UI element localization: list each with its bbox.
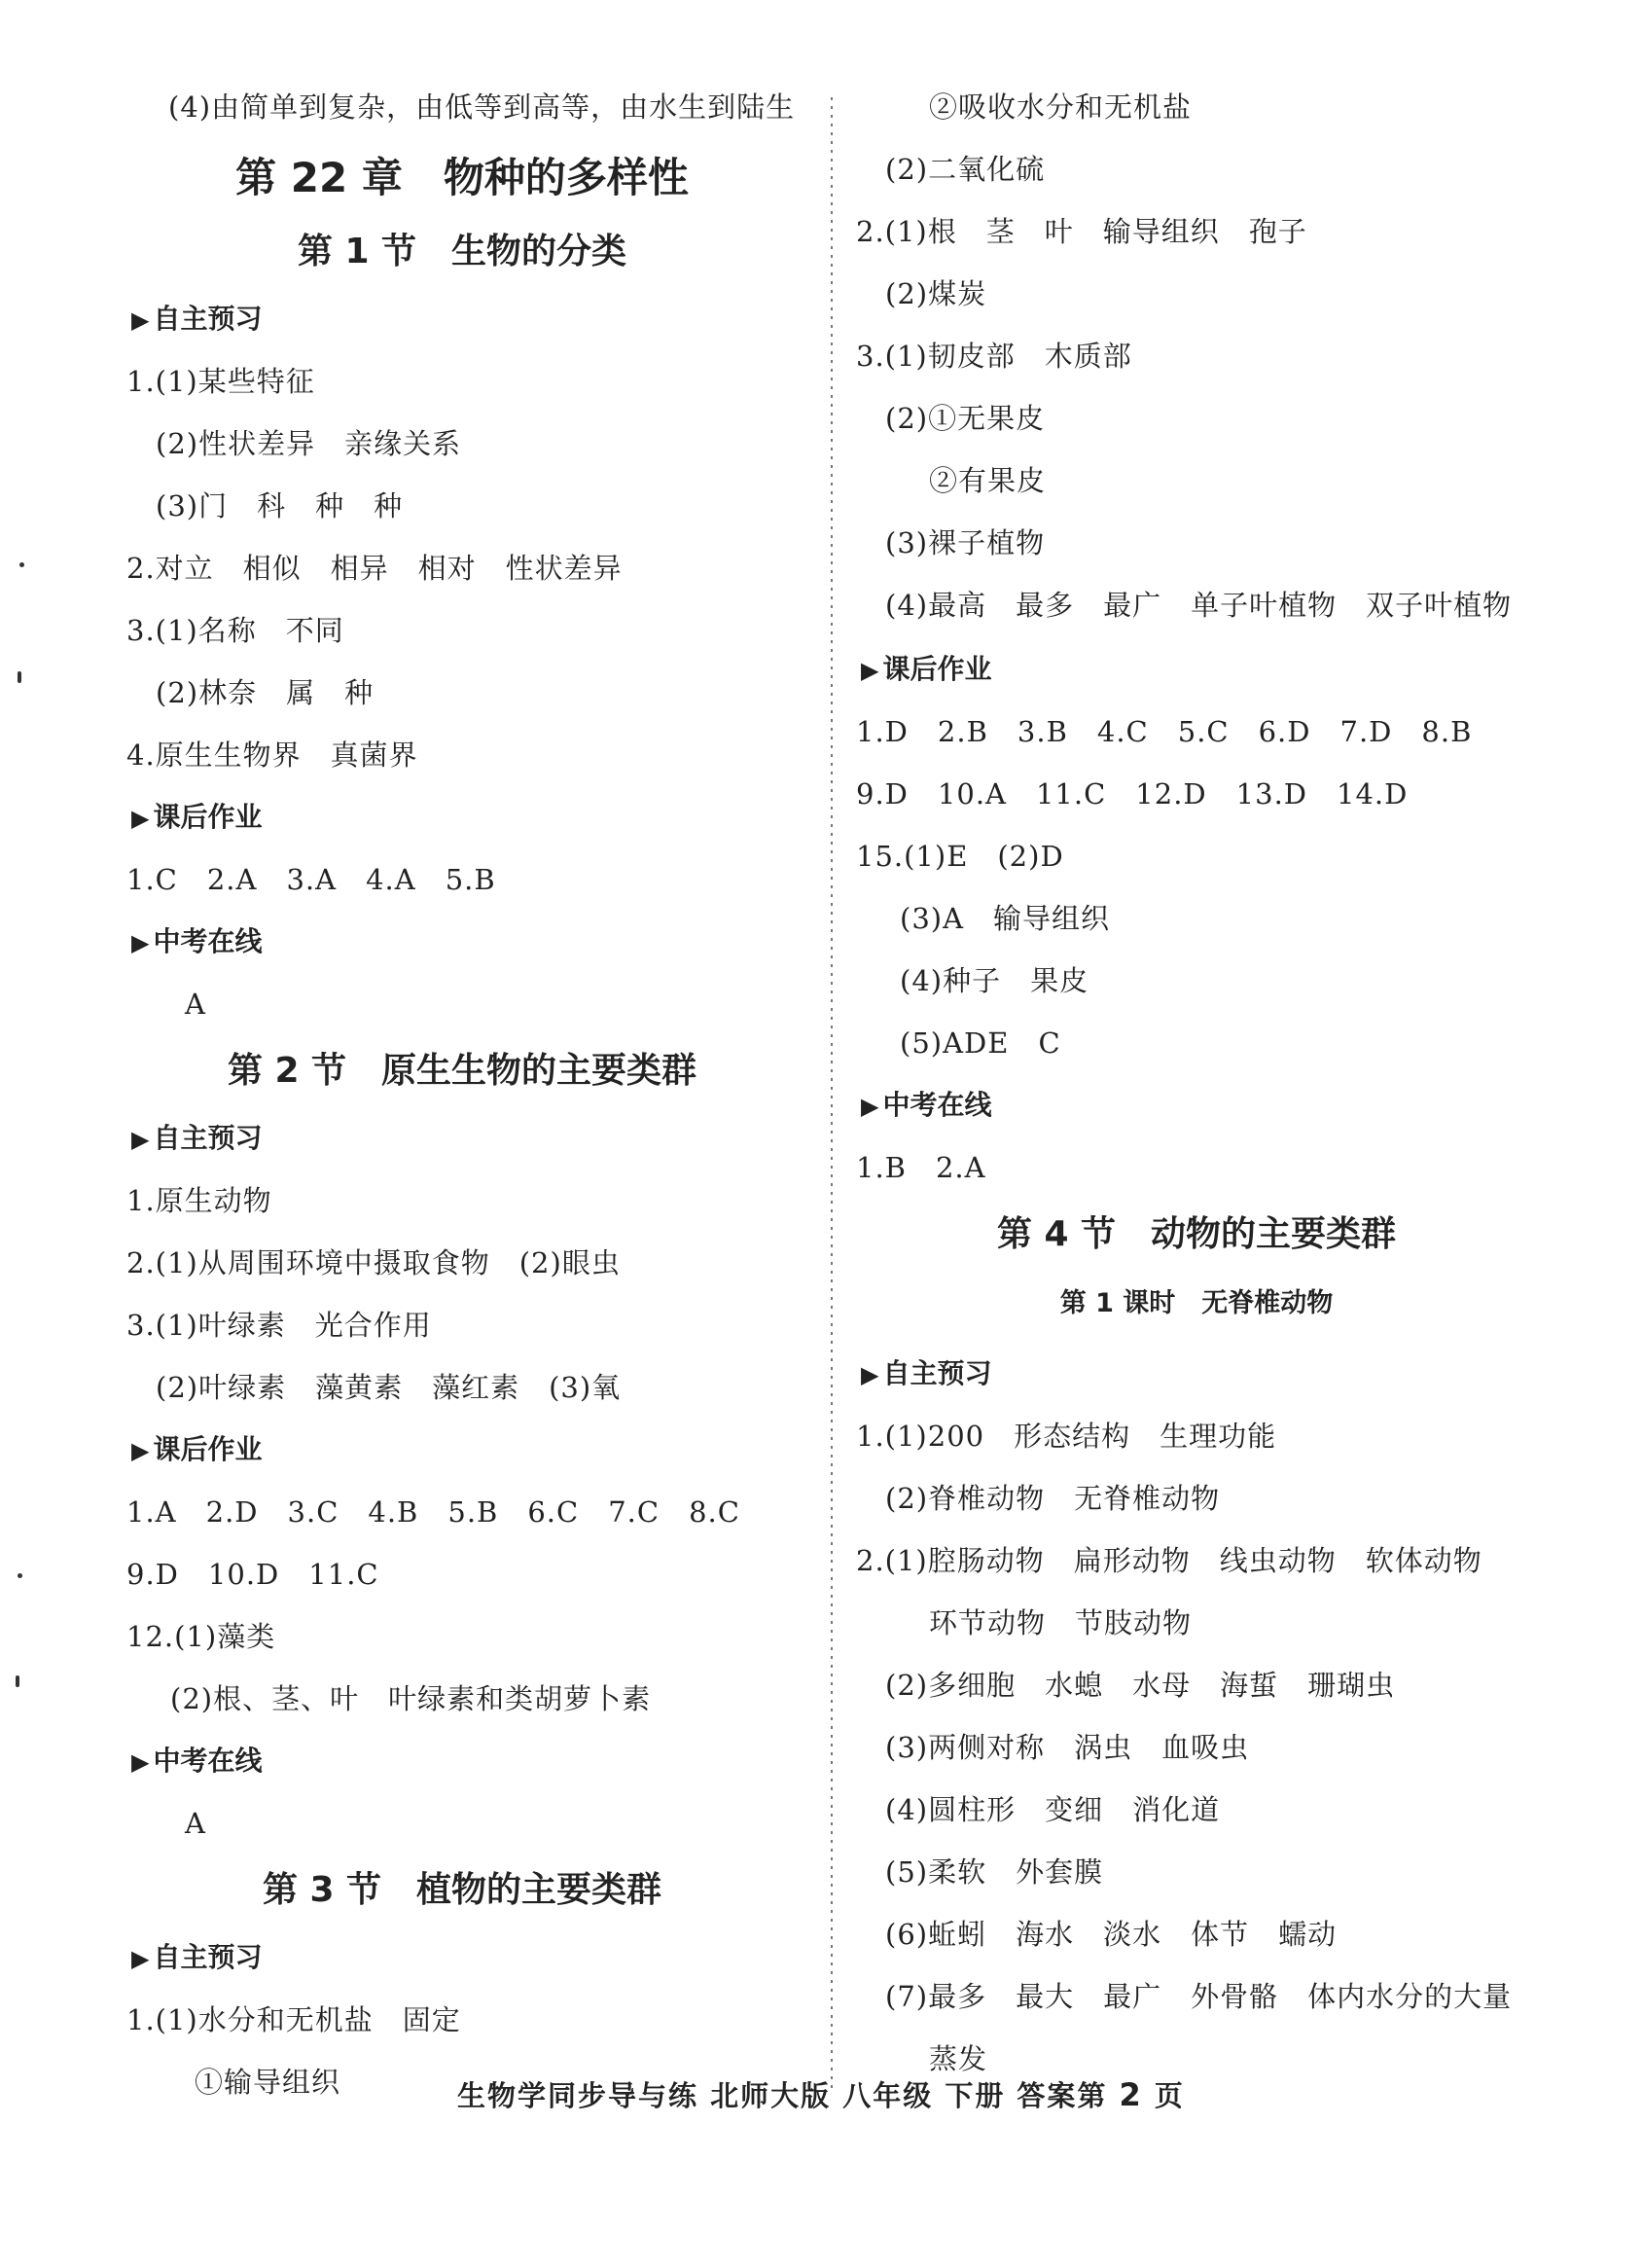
answer-line: (2)煤炭 (885, 277, 987, 310)
answer-line: (3)两侧对称 涡虫 血吸虫 (885, 1731, 1250, 1764)
section-title: 第 4 节 动物的主要类群 (996, 1214, 1397, 1254)
triangle-icon: ▶ (131, 1437, 150, 1464)
answer-line: (2)多细胞 水螅 水母 海蜇 珊瑚虫 (885, 1669, 1396, 1702)
answer-line: 9.D 10.A 11.C 12.D 13.D 14.D (856, 777, 1409, 810)
section-header: ▶ 自主预习 (131, 300, 262, 340)
answer-line: ②有果皮 (929, 464, 1047, 497)
answer-line: 1.D 2.B 3.B 4.C 5.C 6.D 7.D 8.B (856, 715, 1473, 748)
triangle-icon: ▶ (131, 1945, 150, 1972)
triangle-icon: ▶ (131, 1126, 150, 1153)
triangle-icon: ▶ (861, 1093, 879, 1120)
answer-line: 1.B 2.A (856, 1151, 986, 1184)
section-header: ▶ 自主预习 (131, 1938, 262, 1978)
triangle-icon: ▶ (131, 929, 150, 956)
section-header: ▶ 课后作业 (131, 1430, 262, 1470)
answer-line: 1.(1)200 形态结构 生理功能 (856, 1420, 1277, 1453)
answer-line: 3.(1)名称 不同 (126, 614, 344, 647)
answer-line: (4)圆柱形 变细 消化道 (885, 1793, 1221, 1826)
page-number: 2 (1119, 2076, 1143, 2113)
section-title: 第 2 节 原生生物的主要类群 (227, 1051, 697, 1091)
answer-line: ②吸收水分和无机盐 (929, 90, 1193, 124)
answer-line: (5)ADE C (900, 1026, 1061, 1060)
section-header: ▶ 自主预习 (131, 1119, 262, 1159)
triangle-icon: ▶ (131, 805, 150, 832)
answer-line: 3.(1)叶绿素 光合作用 (126, 1309, 432, 1342)
answer-line: 1.(1)某些特征 (126, 365, 315, 398)
answer-line: (5)柔软 外套膜 (885, 1855, 1104, 1889)
footer-suffix: 页 (1154, 2079, 1185, 2112)
section-header: ▶ 中考在线 (131, 922, 262, 962)
answer-line: 环节动物 节肢动物 (929, 1606, 1193, 1639)
answer-line: 12.(1)藻类 (126, 1620, 276, 1653)
page-footer (0, 2074, 1642, 2114)
section-header: ▶ 中考在线 (131, 1742, 262, 1782)
answer-line: (4)最高 最多 最广 单子叶植物 双子叶植物 (885, 589, 1513, 622)
answer-line: 2.对立 相似 相异 相对 性状差异 (126, 552, 623, 585)
answer-line: 1.C 2.A 3.A 4.A 5.B (126, 863, 496, 896)
section-title: 第 1 节 生物的分类 (297, 232, 627, 271)
column-divider (825, 97, 839, 2092)
triangle-icon: ▶ (131, 1748, 150, 1776)
scan-speck (18, 1573, 22, 1578)
answer-line: A (185, 1807, 206, 1840)
answer-line: 蒸发 (929, 2042, 988, 2075)
answer-line: 9.D 10.D 11.C (126, 1558, 379, 1591)
answer-line: 4.原生生物界 真菌界 (126, 738, 418, 772)
answer-line: (2)二氧化硫 (885, 153, 1046, 186)
triangle-icon: ▶ (131, 306, 150, 334)
answer-line: (2)林奈 属 种 (156, 676, 375, 709)
answer-line: (3)A 输导组织 (900, 902, 1111, 935)
answer-line: 2.(1)根 茎 叶 输导组织 孢子 (856, 215, 1307, 248)
top-line: (4)由简单到复杂，由低等到高等，由水生到陆生 (168, 90, 796, 124)
answer-line: 3.(1)韧皮部 木质部 (856, 340, 1132, 373)
scan-speck (18, 671, 21, 683)
answer-line: (2)①无果皮 (885, 402, 1046, 435)
answer-line: A (185, 988, 206, 1021)
section-header: ▶ 课后作业 (861, 650, 991, 690)
footer-text: 生物学同步导与练 北师大版 八年级 下册 答案第 (457, 2079, 1108, 2112)
answer-line: 2.(1)腔肠动物 扁形动物 线虫动物 软体动物 (856, 1544, 1482, 1577)
answer-line: 1.(1)水分和无机盐 固定 (126, 2003, 461, 2036)
section-header: ▶ 课后作业 (131, 798, 262, 838)
scan-speck (19, 562, 24, 567)
triangle-icon: ▶ (861, 657, 879, 684)
triangle-icon: ▶ (861, 1361, 879, 1388)
answer-line: (3)裸子植物 (885, 526, 1046, 559)
answer-line: (2)叶绿素 藻黄素 藻红素 (3)氧 (156, 1371, 622, 1404)
answer-line: 1.A 2.D 3.C 4.B 5.B 6.C 7.C 8.C (126, 1495, 740, 1529)
answer-line: 1.原生动物 (126, 1184, 272, 1217)
answer-line: (2)脊椎动物 无脊椎动物 (885, 1482, 1221, 1515)
answer-line: 2.(1)从周围环境中摄取食物 (2)眼虫 (126, 1246, 621, 1279)
answer-line: (4)种子 果皮 (900, 964, 1089, 997)
section-header: ▶ 自主预习 (861, 1354, 991, 1394)
scan-speck (16, 1675, 19, 1687)
answer-line: (2)性状差异 亲缘关系 (156, 427, 462, 460)
section-header: ▶ 中考在线 (861, 1086, 991, 1126)
chapter-title: 第 22 章 物种的多样性 (235, 154, 689, 201)
answer-line: ①输导组织 (195, 2066, 341, 2099)
answer-line: (7)最多 最大 最广 外骨骼 体内水分的大量 (885, 1980, 1513, 2013)
answer-line: (3)门 科 种 种 (156, 489, 404, 522)
answer-line: 15.(1)E (2)D (856, 840, 1064, 873)
lesson-title: 第 1 课时 无脊椎动物 (1059, 1288, 1334, 1318)
section-title: 第 3 节 植物的主要类群 (262, 1870, 662, 1910)
answer-line: (2)根、茎、叶 叶绿素和类胡萝卜素 (170, 1682, 652, 1715)
answer-line: (6)蚯蚓 海水 淡水 体节 蠕动 (885, 1918, 1338, 1951)
